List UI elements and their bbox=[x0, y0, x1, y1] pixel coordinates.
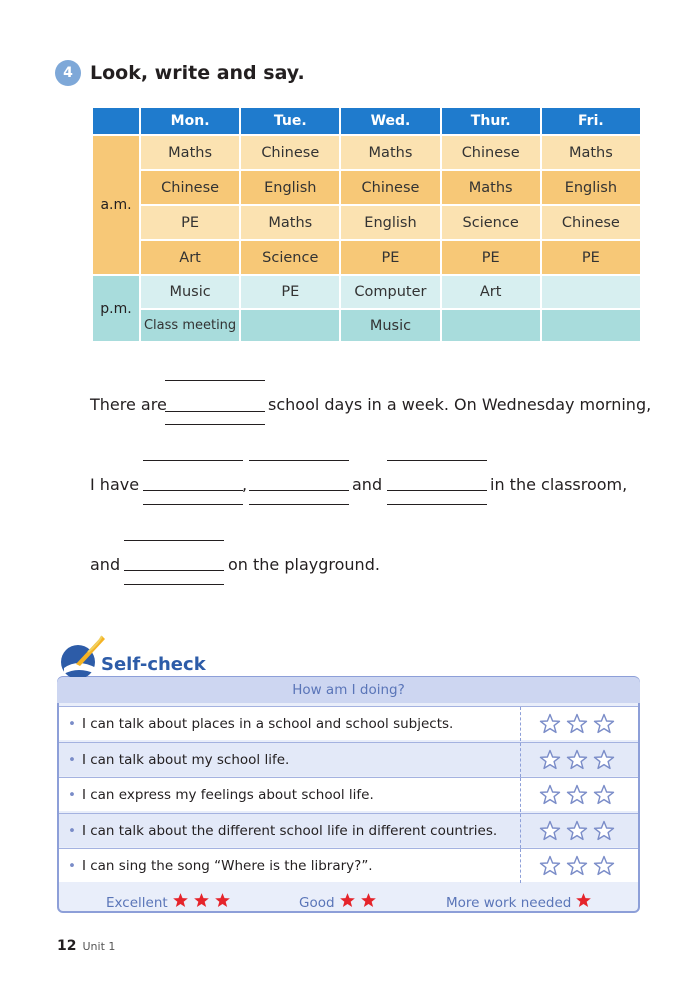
star-rating bbox=[539, 820, 615, 842]
red-star-icon bbox=[214, 892, 231, 909]
bullet-icon: • bbox=[68, 716, 76, 732]
self-check-statement bbox=[68, 849, 373, 883]
legend-good-label: Good bbox=[299, 894, 335, 911]
pm-label: p.m. bbox=[93, 276, 139, 341]
star-outline-icon[interactable] bbox=[539, 749, 561, 771]
red-star-icon bbox=[339, 892, 356, 909]
writing-line bbox=[249, 504, 349, 505]
subject-cell: Music bbox=[141, 276, 239, 308]
star-outline-icon[interactable] bbox=[566, 855, 588, 877]
bullet-icon: • bbox=[68, 858, 76, 874]
subject-cell: Chinese bbox=[442, 136, 540, 169]
star-rating bbox=[539, 855, 615, 877]
writing-line bbox=[249, 460, 349, 461]
self-check-statement bbox=[68, 778, 374, 812]
self-check-row bbox=[59, 813, 638, 847]
row-divider bbox=[520, 849, 521, 883]
bullet-icon: • bbox=[68, 822, 76, 839]
statement-text: I can sing the song “Where is the library?”. bbox=[81, 858, 373, 874]
pen-logo-icon bbox=[58, 634, 106, 680]
star-outline-icon[interactable] bbox=[566, 820, 588, 842]
self-check-statement bbox=[68, 743, 289, 777]
star-outline-icon[interactable] bbox=[593, 855, 615, 877]
statement-text: I can talk about my school life. bbox=[81, 751, 290, 768]
subject-cell: Computer bbox=[341, 276, 439, 308]
timetable-row bbox=[93, 310, 640, 341]
legend-more-work-label: More work needed bbox=[446, 894, 572, 911]
subject-cell: Chinese bbox=[542, 206, 640, 239]
statement-text: I can talk about places in a school and school subjects. bbox=[81, 716, 454, 732]
writing-line bbox=[143, 504, 243, 505]
star-outline-icon[interactable] bbox=[539, 820, 561, 842]
subject-cell: English bbox=[542, 171, 640, 204]
timetable-corner bbox=[93, 108, 139, 134]
answer-blank[interactable] bbox=[143, 490, 243, 491]
self-check-row bbox=[59, 706, 638, 740]
timetable-row bbox=[93, 171, 640, 204]
statement-text: I can talk about the different school life in different countries. bbox=[81, 822, 498, 839]
bullet-icon: • bbox=[68, 751, 76, 768]
day-header: Mon. bbox=[141, 108, 239, 134]
sentence-text: on the playground. bbox=[228, 555, 380, 574]
bullet-icon: • bbox=[68, 787, 76, 803]
subject-cell: Maths bbox=[241, 206, 339, 239]
answer-blank[interactable] bbox=[124, 570, 224, 571]
subject-cell: PE bbox=[442, 241, 540, 274]
timetable-row bbox=[93, 241, 640, 274]
answer-blank[interactable] bbox=[249, 490, 349, 491]
sentence-text: and bbox=[90, 555, 121, 574]
subject-cell: Maths bbox=[141, 136, 239, 169]
exercise-title: Look, write and say. bbox=[90, 62, 305, 84]
red-star-icon bbox=[575, 892, 592, 909]
subject-cell bbox=[241, 310, 339, 341]
day-header: Fri. bbox=[542, 108, 640, 134]
row-divider bbox=[520, 778, 521, 812]
sentence-text: I have bbox=[90, 475, 140, 494]
legend-good bbox=[299, 892, 377, 913]
star-outline-icon[interactable] bbox=[566, 713, 588, 735]
timetable-row bbox=[93, 136, 640, 169]
sentence-text: There are bbox=[90, 395, 167, 414]
writing-line bbox=[387, 460, 487, 461]
row-divider bbox=[520, 814, 521, 848]
legend-excellent-label: Excellent bbox=[106, 894, 168, 911]
sentence-text: and bbox=[352, 475, 383, 494]
star-outline-icon[interactable] bbox=[593, 820, 615, 842]
star-rating bbox=[539, 749, 615, 771]
writing-line bbox=[143, 460, 243, 461]
subject-cell bbox=[442, 310, 540, 341]
subject-cell: Maths bbox=[542, 136, 640, 169]
subject-cell: Art bbox=[442, 276, 540, 308]
self-check-statement bbox=[68, 814, 497, 848]
day-header: Wed. bbox=[341, 108, 439, 134]
unit-label: Unit 1 bbox=[82, 940, 116, 953]
red-star-icon bbox=[360, 892, 377, 909]
subject-cell: PE bbox=[542, 241, 640, 274]
timetable-header-row bbox=[93, 108, 640, 134]
subject-cell: English bbox=[241, 171, 339, 204]
subject-cell: Maths bbox=[442, 171, 540, 204]
writing-line bbox=[124, 540, 224, 541]
timetable-row bbox=[93, 276, 640, 308]
writing-line bbox=[165, 424, 265, 425]
row-divider bbox=[520, 743, 521, 777]
self-check-row bbox=[59, 777, 638, 811]
subject-cell bbox=[542, 276, 640, 308]
subject-cell: Chinese bbox=[141, 171, 239, 204]
star-outline-icon[interactable] bbox=[593, 749, 615, 771]
one-red-star-icon bbox=[571, 892, 592, 913]
timetable-row bbox=[93, 206, 640, 239]
subject-cell: PE bbox=[241, 276, 339, 308]
subject-cell: PE bbox=[141, 206, 239, 239]
star-outline-icon[interactable] bbox=[539, 855, 561, 877]
star-outline-icon[interactable] bbox=[566, 749, 588, 771]
writing-line bbox=[124, 584, 224, 585]
page-footer bbox=[57, 938, 115, 954]
exercise-number-badge: 4 bbox=[55, 60, 81, 86]
day-header: Tue. bbox=[241, 108, 339, 134]
subject-cell: Maths bbox=[341, 136, 439, 169]
exercise-header bbox=[55, 58, 305, 88]
subject-cell: Chinese bbox=[241, 136, 339, 169]
star-outline-icon[interactable] bbox=[593, 713, 615, 735]
subject-cell: English bbox=[341, 206, 439, 239]
timetable bbox=[91, 106, 642, 343]
page-number: 12 bbox=[57, 938, 77, 954]
self-check-title: Self-check bbox=[101, 654, 206, 675]
red-star-icon bbox=[193, 892, 210, 909]
subject-cell: Science bbox=[442, 206, 540, 239]
self-check-header: How am I doing? bbox=[57, 677, 640, 703]
red-star-icon bbox=[172, 892, 189, 909]
row-divider bbox=[520, 707, 521, 741]
writing-line bbox=[387, 504, 487, 505]
statement-text: I can express my feelings about school life. bbox=[81, 787, 374, 803]
day-header: Thur. bbox=[442, 108, 540, 134]
star-outline-icon[interactable] bbox=[593, 784, 615, 806]
subject-cell: PE bbox=[341, 241, 439, 274]
am-label: a.m. bbox=[93, 136, 139, 274]
subject-cell bbox=[542, 310, 640, 341]
sentence-text: in the classroom, bbox=[490, 475, 628, 494]
sentence-text: school days in a week. On Wednesday morning, bbox=[268, 395, 652, 414]
answer-blank[interactable] bbox=[387, 490, 487, 491]
subject-cell: Art bbox=[141, 241, 239, 274]
star-rating bbox=[539, 713, 615, 735]
sentence-comma: , bbox=[242, 475, 248, 494]
subject-cell: Science bbox=[241, 241, 339, 274]
writing-line bbox=[165, 380, 265, 381]
self-check-row bbox=[59, 742, 638, 776]
self-check-statement bbox=[68, 707, 453, 741]
star-outline-icon[interactable] bbox=[539, 713, 561, 735]
star-rating bbox=[539, 784, 615, 806]
legend-excellent bbox=[106, 892, 231, 913]
star-outline-icon[interactable] bbox=[539, 784, 561, 806]
legend-more-work bbox=[446, 892, 592, 913]
three-red-stars-icon bbox=[168, 892, 231, 913]
self-check-row bbox=[59, 848, 638, 882]
star-outline-icon[interactable] bbox=[566, 784, 588, 806]
subject-cell: Music bbox=[341, 310, 439, 341]
two-red-stars-icon bbox=[335, 892, 377, 913]
subject-cell: Class meeting bbox=[141, 310, 239, 341]
answer-blank[interactable] bbox=[165, 411, 265, 412]
subject-cell: Chinese bbox=[341, 171, 439, 204]
